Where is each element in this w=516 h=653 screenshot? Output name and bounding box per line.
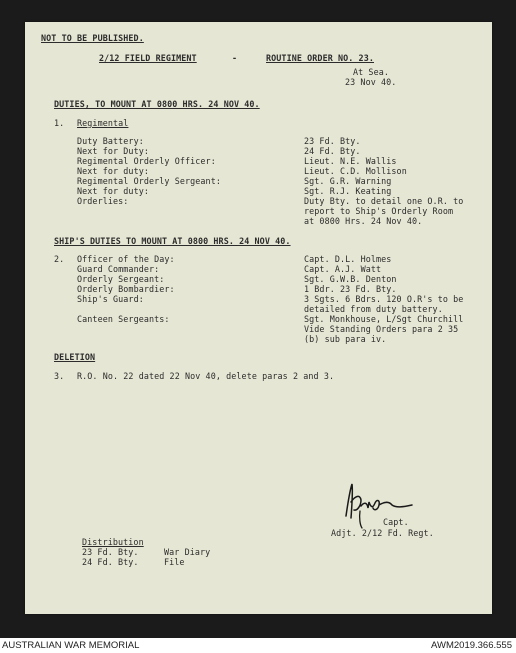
duty-value: 1 Bdr. 23 Fd. Bty.: [304, 284, 397, 294]
duty-value: 23 Fd. Bty.: [304, 136, 361, 146]
item-number: 2.: [54, 254, 65, 264]
duty-label: Guard Commander:: [77, 264, 160, 274]
signature-rank: Capt.: [383, 517, 409, 527]
duty-value-continued: detailed from duty battery.: [304, 304, 443, 314]
duty-label: Ship's Guard:: [77, 294, 144, 304]
distribution-item: War Diary: [164, 547, 211, 557]
duty-value: 24 Fd. Bty.: [304, 146, 361, 156]
regiment-heading: 2/12 FIELD REGIMENT: [99, 53, 197, 63]
duty-value: Capt. A.J. Watt: [304, 264, 382, 274]
duty-value-continued: report to Ship's Orderly Room: [304, 206, 454, 216]
duty-label: Regimental Orderly Officer:: [77, 156, 216, 166]
duty-value: Capt. D.L. Holmes: [304, 254, 392, 264]
routine-order-heading: ROUTINE ORDER NO. 23.: [266, 53, 374, 63]
duty-label: Duty Battery:: [77, 136, 144, 146]
distribution-item: 24 Fd. Bty.: [82, 557, 139, 567]
archive-reference: AWM2019.366.555: [431, 640, 512, 651]
distribution-item: 23 Fd. Bty.: [82, 547, 139, 557]
distribution-item: File: [164, 557, 185, 567]
item-number: 1.: [54, 118, 65, 128]
signature-title: Adjt. 2/12 Fd. Regt.: [331, 528, 434, 538]
deletion-text: R.O. No. 22 dated 22 Nov 40, delete paras 2 and 3.: [77, 371, 335, 381]
distribution-heading: Distribution: [82, 537, 144, 547]
duty-label: Officer of the Day:: [77, 254, 175, 264]
duty-label: Orderlies:: [77, 196, 129, 206]
duty-label: Next for duty:: [77, 166, 149, 176]
ships-duties-heading: SHIP'S DUTIES TO MOUNT AT 0800 HRS. 24 NOV 40.: [54, 236, 291, 246]
duty-value: 3 Sgts. 6 Bdrs. 120 O.R's to be: [304, 294, 464, 304]
duty-value: Sgt. G.R. Warning: [304, 176, 392, 186]
regimental-subheading: Regimental: [77, 118, 129, 128]
duty-value-continued: at 0800 Hrs. 24 Nov 40.: [304, 216, 423, 226]
archive-footer: [0, 638, 516, 653]
duty-label: Regimental Orderly Sergeant:: [77, 176, 221, 186]
duty-label: Orderly Bombardier:: [77, 284, 175, 294]
duty-value: Sgt. G.W.B. Denton: [304, 274, 397, 284]
not-published-heading: NOT TO BE PUBLISHED.: [41, 33, 144, 43]
duty-value: Sgt. R.J. Keating: [304, 186, 392, 196]
item-number: 3.: [54, 371, 65, 381]
duty-label: Canteen Sergeants:: [77, 314, 170, 324]
header-dash: -: [232, 53, 238, 63]
place-line: At Sea.: [353, 67, 389, 77]
duty-value-continued: (b) sub para iv.: [304, 334, 387, 344]
duty-label: Next for duty:: [77, 186, 149, 196]
archive-name: AUSTRALIAN WAR MEMORIAL: [2, 640, 140, 651]
duties-heading: DUTIES, TO MOUNT AT 0800 HRS. 24 NOV 40.: [54, 99, 260, 109]
duty-value: Lieut. C.D. Mollison: [304, 166, 407, 176]
duty-value-continued: Vide Standing Orders para 2 35: [304, 324, 459, 334]
deletion-heading: DELETION: [54, 352, 96, 362]
duty-value: Lieut. N.E. Wallis: [304, 156, 397, 166]
date-line: 23 Nov 40.: [345, 77, 397, 87]
duty-value: Sgt. Monkhouse, L/Sgt Churchill: [304, 314, 464, 324]
duty-label: Orderly Sergeant:: [77, 274, 165, 284]
duty-label: Next for Duty:: [77, 146, 149, 156]
duty-value: Duty Bty. to detail one O.R. to: [304, 196, 464, 206]
